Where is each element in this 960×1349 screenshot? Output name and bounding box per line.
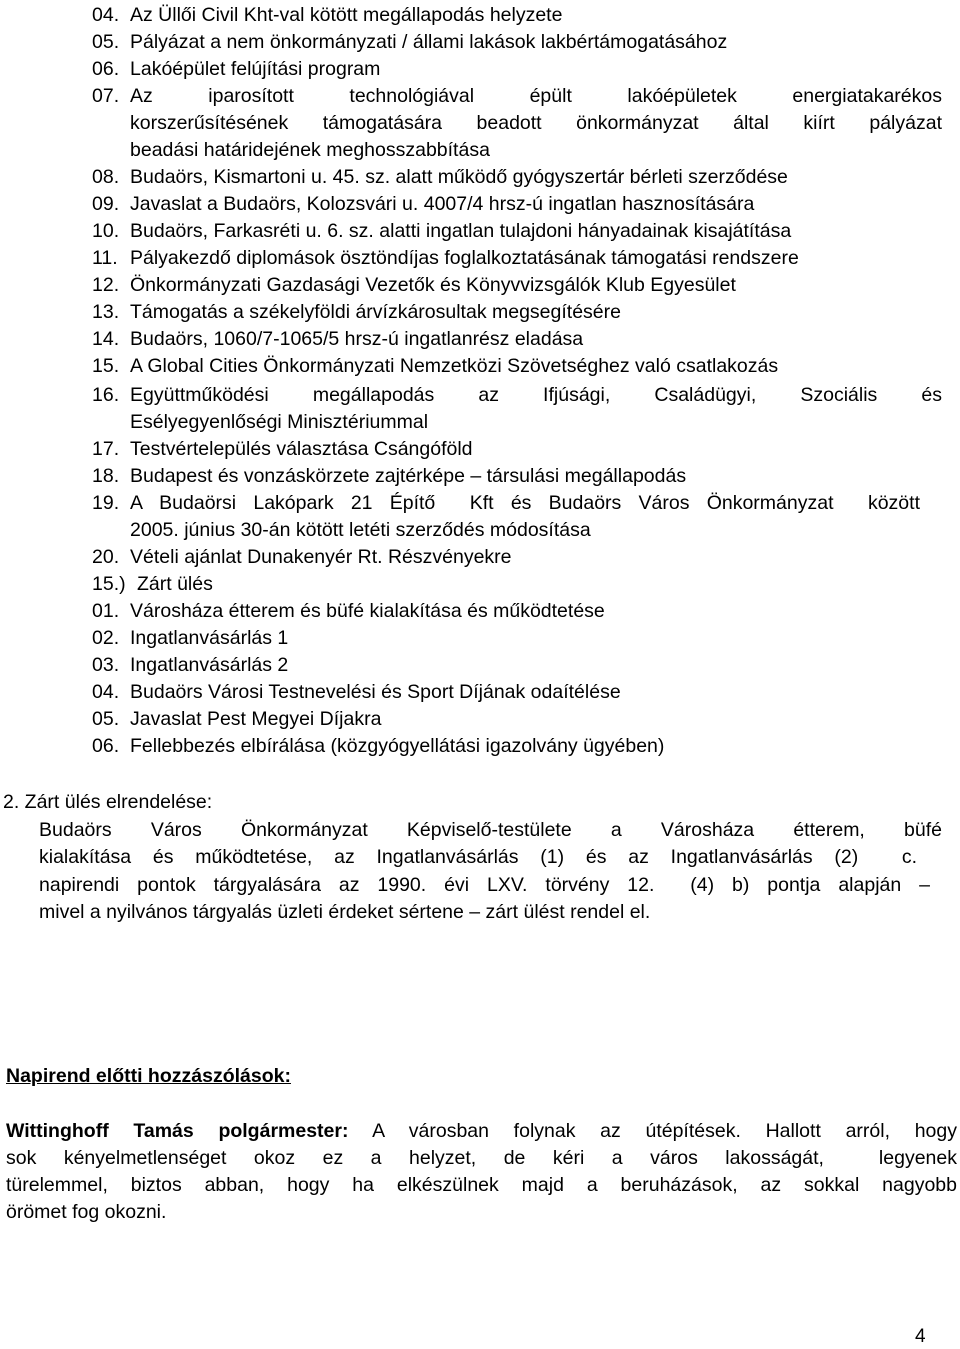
agenda-item <box>92 733 942 760</box>
agenda-item <box>92 2 942 29</box>
agenda-item <box>92 299 942 326</box>
agenda-item-number: 10. <box>92 220 120 242</box>
agenda-item <box>92 490 942 517</box>
agenda-item-number: 15. <box>92 355 120 377</box>
agenda-item-number: 19. <box>92 492 120 514</box>
agenda-item-text: 2005. június 30-án kötött letéti szerződés módosítása <box>130 519 591 541</box>
agenda-item-number: 04. <box>92 4 120 26</box>
agenda-item <box>92 164 942 191</box>
agenda-item-number: 01. <box>92 600 120 622</box>
page-number: 4 <box>915 1326 926 1347</box>
decision-line: mivel a nyilvános tárgyalás üzleti érdeket sértene – zárt ülést rendel el. <box>39 901 651 923</box>
agenda-item-number: 12. <box>92 274 120 296</box>
agenda-item-text: korszerűsítésének támogatására beadott önkormányzat által kiírt pályázat <box>130 112 942 134</box>
agenda-item-text: Budaörs Városi Testnevelési és Sport Díjának odaítélése <box>130 681 621 703</box>
remark-line: türelemmel, biztos abban, hogy ha elkészülnek majd a beruházások, az sokkal nagyobb <box>6 1174 957 1196</box>
agenda-item-number: 02. <box>92 627 120 649</box>
agenda-item-text: Esélyegyenlőségi Minisztériummal <box>130 411 429 433</box>
agenda-item-text: Budaörs, Farkasréti u. 6. sz. alatti ingatlan tulajdoni hányadainak kisajátítása <box>130 220 792 242</box>
agenda-item-number: 04. <box>92 681 120 703</box>
agenda-item-number: 15.) <box>92 573 126 595</box>
agenda-item-number: 07. <box>92 85 120 107</box>
agenda-item-text: Városháza étterem és büfé kialakítása és működtetése <box>130 600 605 622</box>
agenda-item-text: Lakóépület felújítási program <box>130 58 381 80</box>
speaker-name: Wittinghoff Tamás polgármester: <box>6 1120 349 1142</box>
agenda-item <box>92 83 942 110</box>
agenda-item-text: Támogatás a székelyföldi árvízkárosultak megsegítésére <box>130 301 621 323</box>
remark-line: sok kényelmetlenséget okoz ez a helyzet, de kéri a város lakosságát, legyenek <box>6 1147 957 1169</box>
agenda-item <box>92 326 942 353</box>
agenda-item-text: Vételi ajánlat Dunakenyér Rt. Részvényekre <box>130 546 512 568</box>
agenda-item-number: 18. <box>92 465 120 487</box>
agenda-item-text: Együttműködési megállapodás az Ifjúsági, Családügyi, Szociális és <box>130 384 942 406</box>
agenda-item <box>92 679 942 706</box>
agenda-item <box>92 652 942 679</box>
agenda-item-continuation <box>130 137 942 164</box>
agenda-item-number: 11. <box>92 247 118 269</box>
agenda-item-continuation <box>130 409 942 436</box>
agenda-item <box>92 598 942 625</box>
agenda-item-text: Zárt ülés <box>137 573 213 595</box>
agenda-item-number: 05. <box>92 31 120 53</box>
agenda-item-text: Testvértelepülés választása Csángóföld <box>130 438 473 460</box>
decision-line: kialakítása és működtetése, az Ingatlanvásárlás (1) és az Ingatlanvásárlás (2) c. <box>39 846 917 868</box>
agenda-item-text: Pályázat a nem önkormányzati / állami lakások lakbértámogatásához <box>130 31 728 53</box>
agenda-item-number: 17. <box>92 438 120 460</box>
agenda-item <box>92 436 942 463</box>
agenda-item-text: Budapest és vonzáskörzete zajtérképe – társulási megállapodás <box>130 465 687 487</box>
agenda-item-text: A Budaörsi Lakópark 21 Építő Kft és Budaörs Város Önkormányzat között <box>130 492 920 514</box>
agenda-item-number: 20. <box>92 546 120 568</box>
agenda-item <box>92 218 942 245</box>
agenda-item <box>92 625 942 652</box>
agenda-item-text: Fellebbezés elbírálása (közgyógyellátási igazolvány ügyében) <box>130 735 665 757</box>
agenda-item-continuation <box>130 517 942 544</box>
agenda-item-text: beadási határidejének meghosszabbítása <box>130 139 490 161</box>
agenda-item-number: 13. <box>92 301 120 323</box>
agenda-item-text: Javaslat a Budaörs, Kolozsvári u. 4007/4 hrsz-ú ingatlan hasznosítására <box>130 193 755 215</box>
agenda-item <box>92 272 942 299</box>
closed-session-subheading <box>92 571 942 598</box>
agenda-item <box>92 56 942 83</box>
agenda-item-text: Önkormányzati Gazdasági Vezetők és Könyvvizsgálók Klub Egyesület <box>130 274 736 296</box>
agenda-item <box>92 382 942 409</box>
agenda-item <box>92 245 942 272</box>
decision-line: Budaörs Város Önkormányzat Képviselő-testülete a Városháza étterem, büfé <box>39 819 942 841</box>
agenda-item-number: 03. <box>92 654 120 676</box>
pre-agenda-heading: Napirend előtti hozzászólások: <box>6 1065 291 1087</box>
agenda-item <box>92 463 942 490</box>
agenda-item-number: 08. <box>92 166 120 188</box>
decision-line: napirendi pontok tárgyalására az 1990. évi LXV. törvény 12. (4) b) pontja alapján – <box>39 874 930 896</box>
agenda-item-text: A Global Cities Önkormányzati Nemzetközi Szövetséghez való csatlakozás <box>130 355 779 377</box>
agenda-item-text: Budaörs, 1060/7-1065/5 hrsz-ú ingatlanrész eladása <box>130 328 584 350</box>
agenda-item <box>92 29 942 56</box>
agenda-item-text: Budaörs, Kismartoni u. 45. sz. alatt működő gyógyszertár bérleti szerződése <box>130 166 788 188</box>
agenda-item <box>92 706 942 733</box>
agenda-item-number: 06. <box>92 735 120 757</box>
remark-line: örömet fog okozni. <box>6 1201 167 1223</box>
agenda-item-number: 09. <box>92 193 120 215</box>
remark-line: Wittinghoff Tamás polgármester: A városban folynak az útépítések. Hallott arról, hogy <box>6 1120 957 1142</box>
agenda-item <box>92 353 942 380</box>
agenda-item-text: Javaslat Pest Megyei Díjakra <box>130 708 382 730</box>
closed-session-title: 2. Zárt ülés elrendelése: <box>3 791 213 813</box>
agenda-item-text: Az iparosított technológiával épült lakóépületek energiatakarékos <box>130 85 942 107</box>
agenda-item-number: 06. <box>92 58 120 80</box>
agenda-item-text: Ingatlanvásárlás 1 <box>130 627 289 649</box>
agenda-item-number: 14. <box>92 328 120 350</box>
agenda-item-number: 16. <box>92 384 120 406</box>
agenda-item <box>92 191 942 218</box>
agenda-item <box>92 544 942 571</box>
agenda-item-text: Az Üllői Civil Kht-val kötött megállapodás helyzete <box>130 4 563 26</box>
agenda-item-continuation <box>130 110 942 137</box>
agenda-item-text: Ingatlanvásárlás 2 <box>130 654 289 676</box>
agenda-item-text: Pályakezdő diplomások ösztöndíjas foglalkoztatásának támogatási rendszere <box>130 247 799 269</box>
agenda-item-number: 05. <box>92 708 120 730</box>
